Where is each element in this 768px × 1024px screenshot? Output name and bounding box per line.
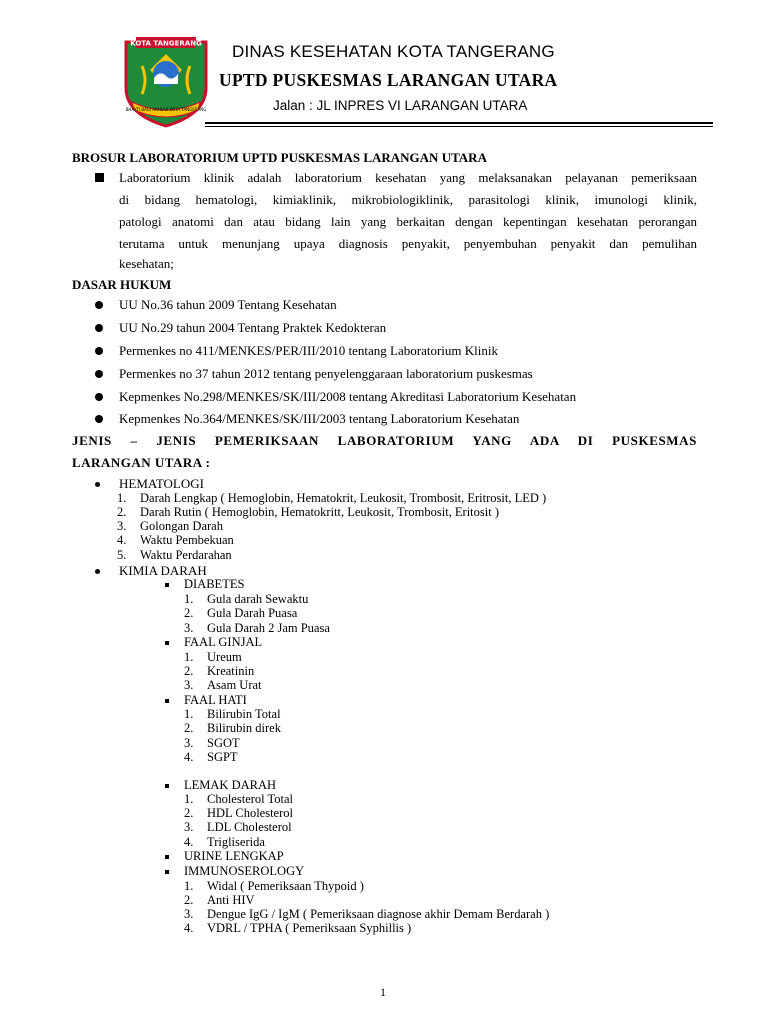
city-emblem-logo <box>120 36 212 128</box>
exam-item: Cholesterol Total <box>207 792 294 806</box>
list-number: 2. <box>184 721 194 735</box>
list-number: 3. <box>184 907 194 921</box>
legal-item: UU No.36 tahun 2009 Tentang Kesehatan <box>119 297 337 312</box>
subcategory-faal-hati: FAAL HATI <box>184 693 247 707</box>
exam-item: Trigliserida <box>207 835 265 849</box>
list-number: 1. <box>184 592 194 606</box>
category-kimia-darah: KIMIA DARAH <box>119 563 207 578</box>
clinic-address: Jalan : JL INPRES VI LARANGAN UTARA <box>273 98 528 113</box>
exam-item: VDRL / TPHA ( Pemeriksaan Syphillis ) <box>207 921 412 935</box>
square-bullet-icon <box>165 699 169 703</box>
list-number: 4. <box>184 750 194 764</box>
square-bullet-icon <box>165 784 169 788</box>
list-number: 4. <box>184 921 194 935</box>
intro-line: terutama untuk menunjang upaya diagnosis penyakit, penyembuhan penyakit dan pemulihan <box>119 236 697 251</box>
subcategory-immunoserology: IMMUNOSEROLOGY <box>184 864 305 878</box>
list-number: 5. <box>117 548 127 562</box>
exam-item: Waktu Perdarahan <box>140 548 232 562</box>
list-number: 3. <box>117 519 127 533</box>
bullet-icon <box>95 324 103 332</box>
header-rule-thin <box>205 126 713 127</box>
list-number: 3. <box>184 736 194 750</box>
square-bullet-icon <box>165 583 169 587</box>
exam-item: Kreatinin <box>207 664 255 678</box>
bullet-icon <box>95 569 100 574</box>
exam-item: Bilirubin Total <box>207 707 281 721</box>
exams-heading: JENIS – JENIS PEMERIKSAAN LABORATORIUM YANG ADA DI PUSKESMAS <box>72 433 697 448</box>
list-number: 4. <box>184 835 194 849</box>
exam-item: Golongan Darah <box>140 519 223 533</box>
bullet-icon <box>95 393 103 401</box>
list-number: 3. <box>184 621 194 635</box>
bullet-icon <box>95 301 103 309</box>
exam-item: SGPT <box>207 750 238 764</box>
exam-item: Gula Darah 2 Jam Puasa <box>207 621 330 635</box>
list-number: 1. <box>184 707 194 721</box>
square-bullet-icon <box>165 870 169 874</box>
list-number: 2. <box>184 806 194 820</box>
list-number: 1. <box>117 491 127 505</box>
exam-item: Asam Urat <box>207 678 262 692</box>
clinic-name: UPTD PUSKESMAS LARANGAN UTARA <box>219 70 558 90</box>
exam-item: SGOT <box>207 736 240 750</box>
subcategory-urine-lengkap: URINE LENGKAP <box>184 849 284 863</box>
intro-line: patologi anatomi dan atau bidang lain yang berkaitan dengan kepentingan kesehatan perorangan <box>119 214 697 229</box>
exam-item: Widal ( Pemeriksaan Thypoid ) <box>207 879 364 893</box>
bullet-icon <box>95 347 103 355</box>
list-number: 1. <box>184 650 194 664</box>
list-number: 2. <box>117 505 127 519</box>
legal-item: UU No.29 tahun 2004 Tentang Praktek Kedokteran <box>119 320 387 335</box>
legal-item: Kepmenkes No.298/MENKES/SK/III/2008 tentang Akreditasi Laboratorium Kesehatan <box>119 389 577 404</box>
svg-text:KOTA TANGERANG: KOTA TANGERANG <box>130 39 202 48</box>
exam-item: Ureum <box>207 650 242 664</box>
exam-item: Darah Rutin ( Hemoglobin, Hematokritt, Leukosit, Trombosit, Eritosit ) <box>140 505 500 519</box>
header-rule-thick <box>205 122 713 124</box>
exam-item: Gula darah Sewaktu <box>207 592 309 606</box>
legal-heading: DASAR HUKUM <box>72 277 172 292</box>
square-bullet-icon <box>165 641 169 645</box>
bullet-icon <box>95 482 100 487</box>
bullet-icon <box>95 415 103 423</box>
brochure-title: BROSUR LABORATORIUM UPTD PUSKESMAS LARANGAN UTARA <box>72 150 487 165</box>
legal-item: Permenkes no 411/MENKES/PER/III/2010 tentang Laboratorium Klinik <box>119 343 498 358</box>
subcategory-diabetes: DIABETES <box>184 577 245 591</box>
list-number: 2. <box>184 664 194 678</box>
exam-item: Waktu Pembekuan <box>140 533 234 547</box>
page-number: 1 <box>380 985 386 999</box>
intro-line: di bidang hematologi, kimiaklinik, mikrobiologiklinik, parasitologi klinik, imunologi klinik, <box>119 192 697 207</box>
square-bullet-icon <box>165 855 169 859</box>
exam-item: Bilirubin direk <box>207 721 281 735</box>
svg-text:BHAKTI BAGI AKHLAK KOTA TANGER: BHAKTI BAGI AKHLAK KOTA TANGERANG <box>125 107 207 112</box>
exam-item: Dengue IgG / IgM ( Pemeriksaan diagnose akhir Demam Berdarah ) <box>207 907 550 921</box>
exam-item: Darah Lengkap ( Hemoglobin, Hematokrit, Leukosit, Trombosit, Eritrosit, LED ) <box>140 491 547 505</box>
legal-item: Kepmenkes No.364/MENKES/SK/III/2003 tentang Laboratorium Kesehatan <box>119 411 520 426</box>
list-number: 3. <box>184 678 194 692</box>
list-number: 4. <box>117 533 127 547</box>
list-number: 3. <box>184 820 194 834</box>
intro-line: Laboratorium klinik adalah laboratorium kesehatan yang melaksanakan pelayanan pemeriksaan <box>119 170 697 185</box>
exam-item: Gula Darah Puasa <box>207 606 298 620</box>
square-bullet-icon <box>95 173 104 182</box>
exams-heading-cont: LARANGAN UTARA : <box>72 455 211 470</box>
list-number: 2. <box>184 606 194 620</box>
agency-name: DINAS KESEHATAN KOTA TANGERANG <box>232 42 555 61</box>
exam-item: HDL Cholesterol <box>207 806 293 820</box>
subcategory-faal-ginjal: FAAL GINJAL <box>184 635 263 649</box>
category-hematologi: HEMATOLOGI <box>119 476 204 491</box>
list-number: 1. <box>184 792 194 806</box>
exam-item: LDL Cholesterol <box>207 820 292 834</box>
list-number: 2. <box>184 893 194 907</box>
intro-line: kesehatan; <box>119 256 174 271</box>
list-number: 1. <box>184 879 194 893</box>
legal-item: Permenkes no 37 tahun 2012 tentang penyelenggaraan laboratorium puskesmas <box>119 366 533 381</box>
bullet-icon <box>95 370 103 378</box>
subcategory-lemak-darah: LEMAK DARAH <box>184 778 277 792</box>
exam-item: Anti HIV <box>207 893 255 907</box>
